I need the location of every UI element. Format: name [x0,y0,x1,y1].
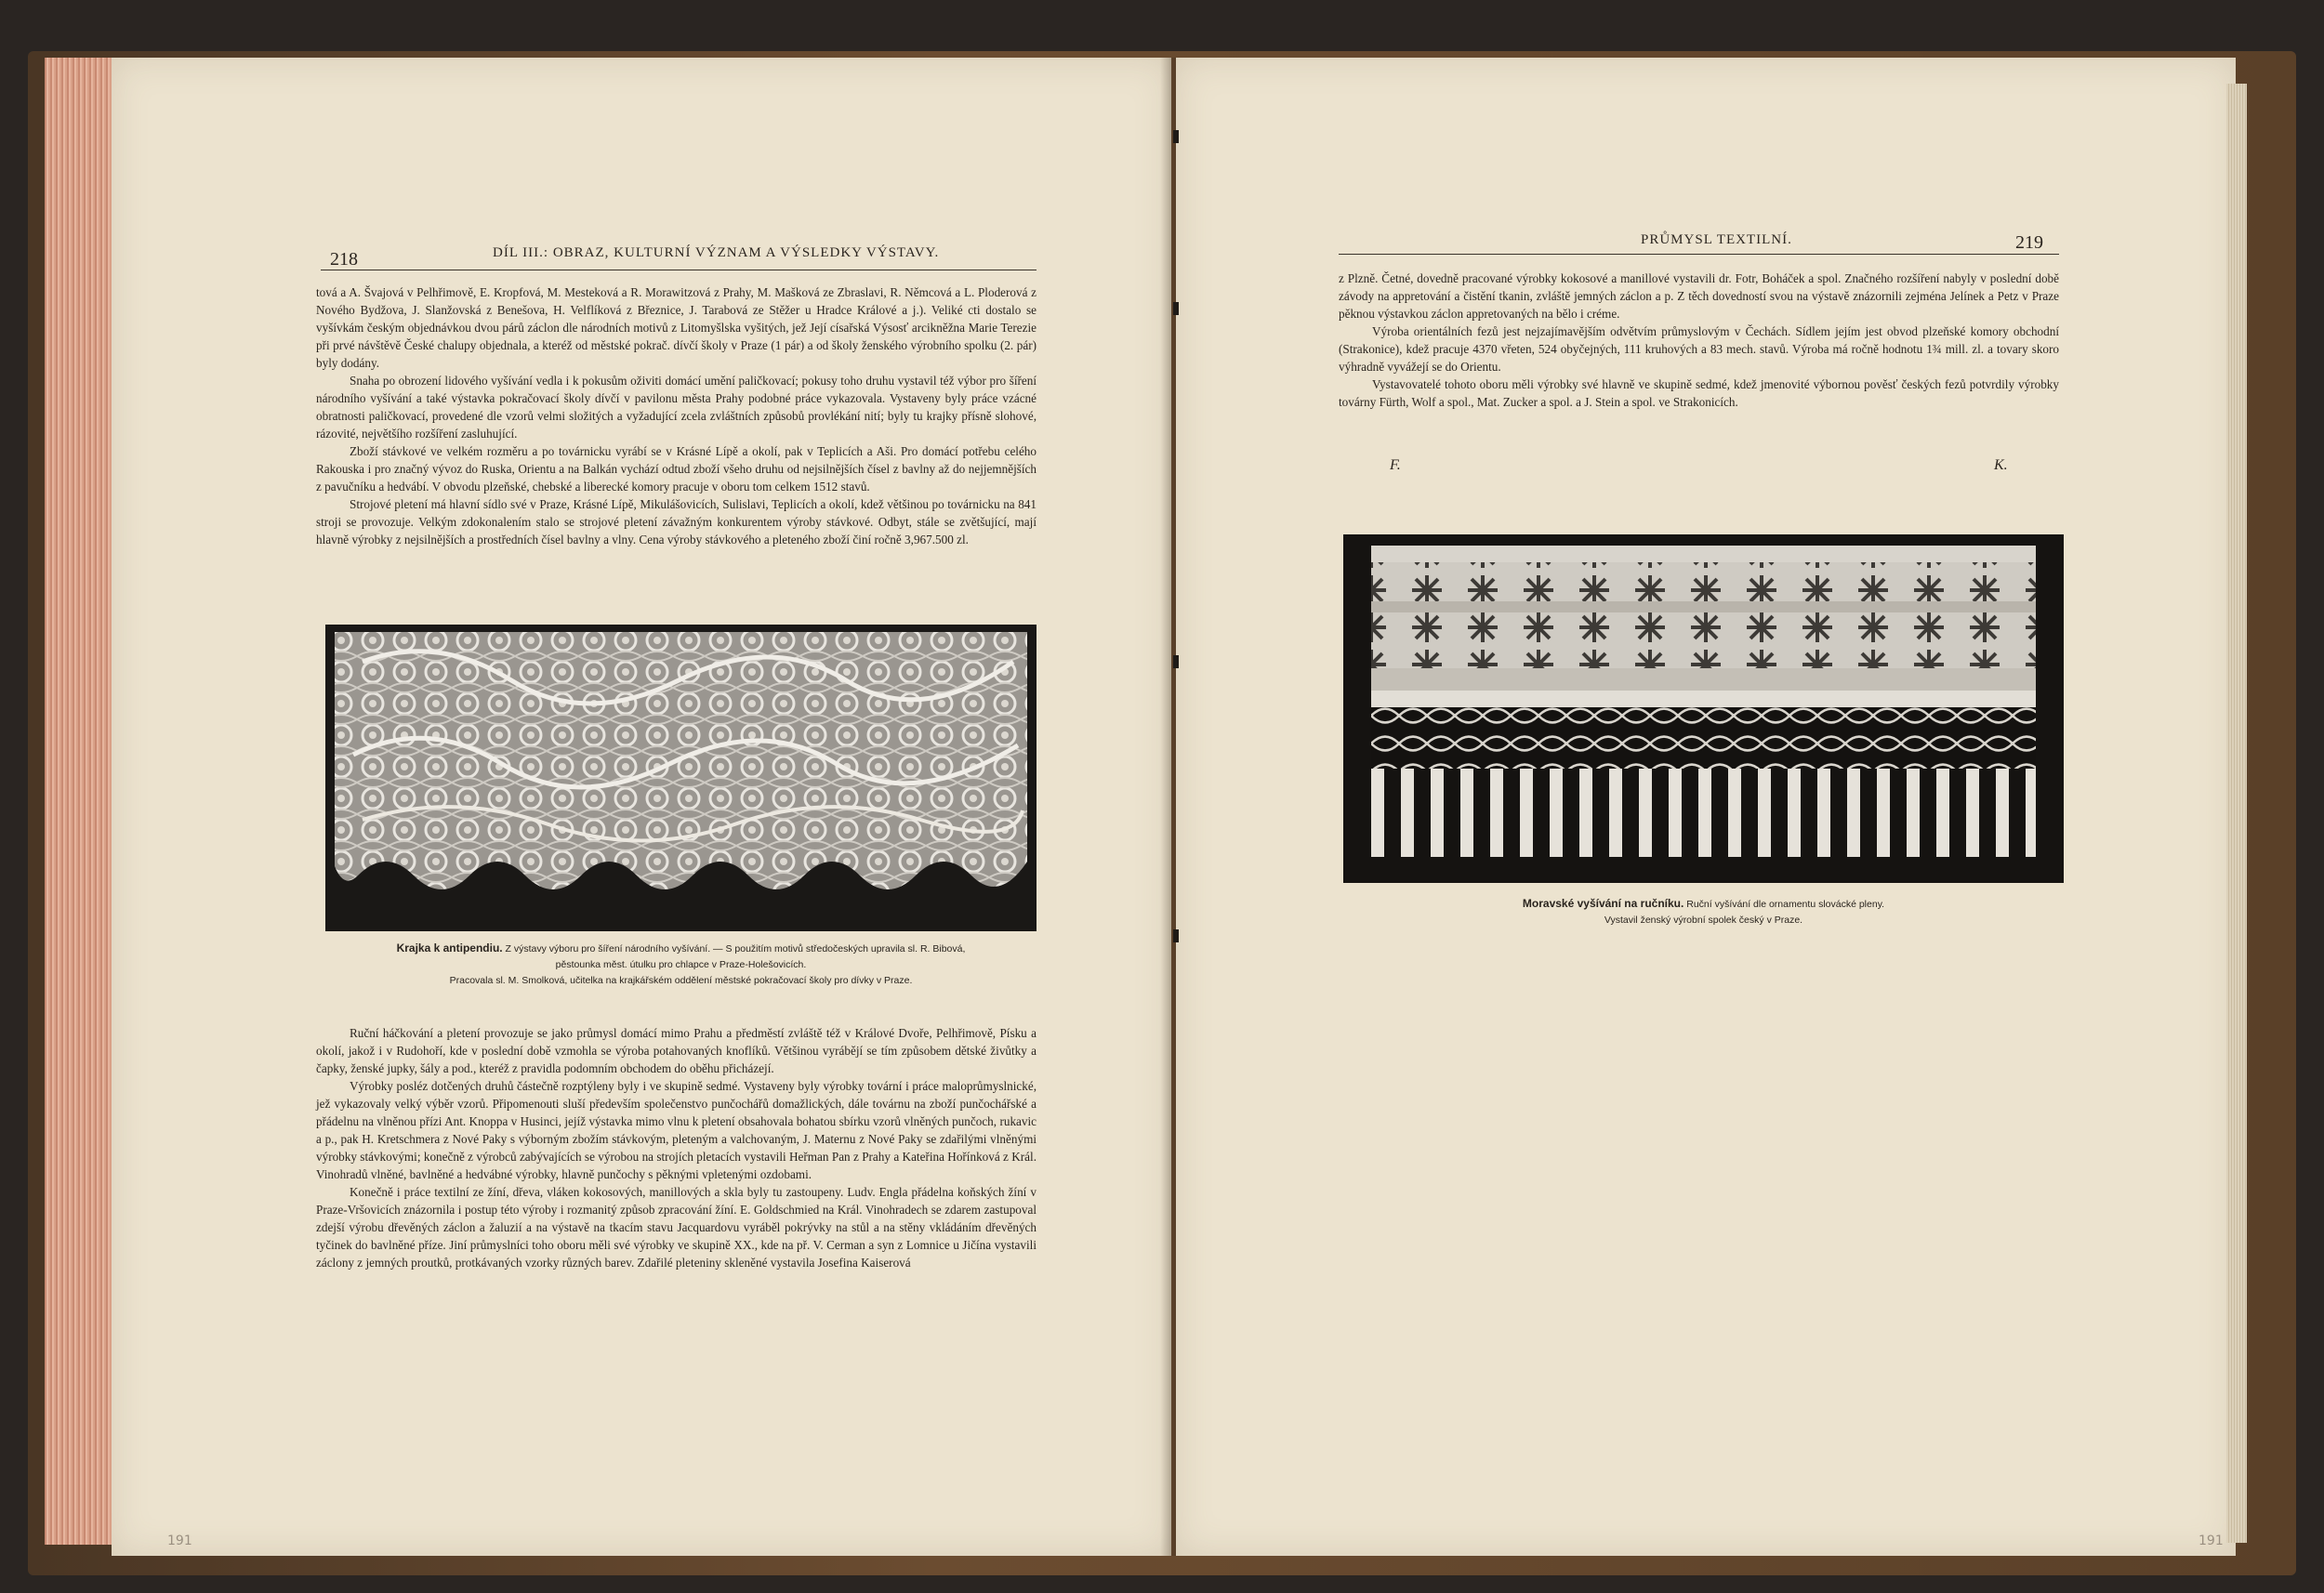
pencil-mark-left: 191 [167,1534,192,1548]
running-head-left: DÍL III.: OBRAZ, KULTURNÍ VÝZNAM A VÝSLEDKY VÝSTAVY. [493,245,940,260]
binding-tab [1173,130,1179,143]
page-number-right: 219 [2015,232,2043,253]
paragraph: Výroba orientálních fezů jest nejzajímavějším odvětvím průmyslovým v Čechách. Sídlem jejím jest obvod plzeňské komory obchodní (Strakonice), kdež pracuje 4370 vřeten, 524 obyčejných, 111 kruhových a 83 mech. stavů. Výroba má ročně hodnotu 1¾ mill. zl. a tovary skoro výhradně vyvážejí se do Orientu. [1339,324,2059,374]
left-text-bottom [316,1024,1037,1271]
paragraph: Vystavovatelé tohoto oboru měli výrobky své hlavně ve skupině sedmé, kdež jmenovité výbornou pověsť českých fezů potvrdily výrobky továrny Fürth, Wolf a spol., Mat. Zucker a spol. a J. Stein a spol. ve Strakonicích. [1339,377,2059,409]
paragraph: Zboží stávkové ve velkém rozměru a po továrnicku vyrábí se v Krásné Lípě a okolí, pak v Teplicích a Aši. Pro domácí potřebu celého Rakouska i pro značný vývoz do Ruska, Orientu a na Balkán vychází odtud zboží všeho druhu od nejsilnějších čísel z bavlny až do nejjemnějších z pavučníku a hedvábí. V obvodu plzeňské, chebské a liberecké komory pracuje v oboru tom celkem 1512 stavů. [316,444,1037,494]
caption-title: Krajka k antipendiu. [396,941,503,954]
paragraph: Strojové pletení má hlavní sídlo své v Praze, Krásné Lípě, Mikulášovicích, Sulislavi, Teplicích a okolí, kdež většinou po továrnicku na 841 stroji se provozuje. Velkým zdokonalením stalo se strojové pletení závažným konkurentem výroby stávkové. Odbyt, stále se zvětšující, mají hlavně výrobky z nejsilnějších a prostředních čísel bavlny a vlny. Cena výroby stávkového a pleteného zboží činí ročně 3,967.500 zl. [316,497,1037,546]
signature-left: F. [1390,457,1401,473]
paragraph: Výrobky posléz dotčených druhů částečně rozptýleny byly i ve skupině sedmé. Vystaveny byly výrobky tovární i práce maloprůmyslnické, jež vykazovaly velký výběr vzorů. Připomenouti sluší především společenstvo punčochářů domažlických, dále továrnu na zboží punčochářské a přádelnu na vlněnou přízi Ant. Knoppa v Husinci, jejíž výstavka mimo vlnu k pletení obsahovala bohatou sbírku vzorů vlněných punčoch, rukavic a p., pak H. Kretschmera z Nové Paky s výborným zbožím stávkovým, pleteným a valchovaným, J. Maternu z Nové Paky se zdařilými vlněnými výrobky stávkovými; konečně z výrobců zabývajících se výrobou na strojích pletacích vystavili Heřman Pan z Prahy a Kateřina Hořínková z Král. Vinohradů vlněné, bavlněné a hedvábné výrobky, hlavně punčochy s pěknými vpletenými ozdobami. [316,1079,1037,1181]
binding-tab [1173,302,1179,315]
caption-title: Moravské vyšívání na ručníku. [1522,897,1684,910]
caption-line: Pracovala sl. M. Smolková, učitelka na krajkářském oddělení městské pokračovací školy pro dívky v Praze. [449,975,913,986]
page-number-left: 218 [330,249,358,270]
right-text [1339,270,2059,411]
lace-antependium-image [325,625,1037,931]
left-figure-caption [325,941,1037,989]
paragraph: z Plzně. Četné, dovedně pracované výrobky kokosové a manillové vystavili dr. Fotr, Boháček a spol. Značného rozšíření nabyly v poslední době závody na appretování a čistění tkanin, zvláště jemných záclon a p. Z těch dovedností svou na výstavě znázornili zejména Jelínek a Petz v Praze pěknou výstavkou záclon appretovaných na bělo i créme. [1339,271,2059,321]
caption-line: pěstounka měst. útulku pro chlapce v Praze-Holešovicích. [555,959,807,970]
running-head-right: PRŮMYSL TEXTILNÍ. [1641,232,1792,247]
pencil-mark-right: 191 [2199,1534,2224,1548]
moravian-embroidery-image [1343,534,2064,883]
signature-right: K. [1994,457,2008,473]
caption-line: Z výstavy výboru pro šíření národního vyšívání. — S použitím motivů středočeských upravila sl. R. Bibová, [505,943,966,954]
paragraph: Snaha po obrození lidového vyšívání vedla i k pokusům oživiti domácí umění paličkovací; pokusy toho druhu vystavil též výbor pro šíření národního vyšívání a také výstavka pokračovací školy dívčí v pavilonu města Prahy podobné práce vykazovala. Vystaveny byly práce vzácné obratnosti paličkovací, provedené dle vzorů velmi složitých a vyžadující zcela zvláštních způsobů provlékání nití; byly tu krajky přísně slohové, rázovité, největšího rozšíření zasluhující. [316,374,1037,441]
caption-line: Ruční vyšívání dle ornamentu slovácké pleny. [1686,899,1885,910]
paragraph: tová a A. Švajová v Pelhřimově, E. Kropfová, M. Mesteková a R. Morawitzová z Prahy, M. Mašková ze Zbraslavi, R. Němcová a L. Ploderová z Nového Bydžova, J. Slanžovská z Benešova, H. Velflíková z Březnice, J. Tarabová ze Stěžer u Hradce Králové a j.). Veliké cti dostalo se vyšívkám českým objednávkou dvou párů záclon dle národních motivů z Litomyšlska vyšitých, jež Její císařská Výsosť arcikněžna Marie Terezie při prvé návštěvě České chalupy objednala, a kteréž od městské pokrač. dívčí školy v Praze (1 pár) a od školy ženského výrobního spolku (2. pár) byly dodány. [316,285,1037,370]
right-figure-caption [1343,896,2064,928]
caption-line: Vystavil ženský výrobní spolek český v Praze. [1604,915,1803,926]
binding-tab [1173,929,1179,942]
left-text-top [316,283,1037,548]
paragraph: Konečně i práce textilní ze žíní, dřeva, vláken kokosových, manillových a skla byly tu zastoupeny. Ludv. Engla přádelna koňských žíní v Praze-Vršovicích znázornila i postup této výroby i rozmanitý způsob zpracování žíní. E. Goldschmied na Král. Vinohradech se zdarem zastupoval zdejší výrobu dřevěných záclon a žaluzií a na výstavě na tkacím stavu Jacquardovu vyráběl pokrývky na stůl a na stěny vkládáním dřevěných tyčinek do bavlněné příze. Jiní průmyslníci toho oboru měli své výrobky ve skupině XX., kde na př. V. Cerman a syn z Lomnice u Jičína vystavili záclony z jemných proutků, protkávaných vzorky různých barev. Zdařilé pleteniny skleněné vystavila Josefina Kaiserová [316,1185,1037,1270]
header-rule-right [1339,254,2059,255]
binding-tab [1173,655,1179,668]
paragraph: Ruční háčkování a pletení provozuje se jako průmysl domácí mimo Prahu a předměstí zvláště též v Králové Dvoře, Pelhřimově, Písku a okolí, jakož i v Rudohoří, kde v poslední době vzmohla se výroba potahovaných knoflíků. Většinou vyrábějí se tím způsobem dětské živůtky a čapky, ženské jupky, šály a pod., kteréž z pravidla podomním obchodem do oběhu přicházejí. [316,1026,1037,1075]
page-edges [45,58,119,1545]
right-page-edges [2226,84,2247,1543]
